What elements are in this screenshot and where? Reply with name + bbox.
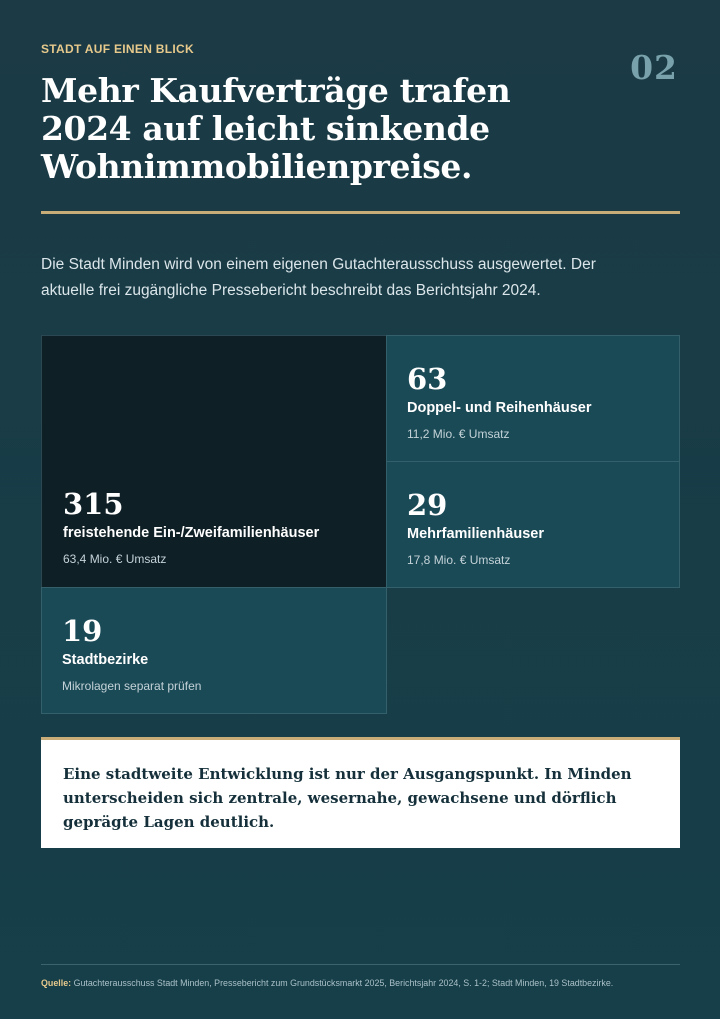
stat-tile-content (62, 615, 201, 693)
stat-subtext: Mikrolagen separat prüfen (62, 679, 202, 693)
stat-subtext: 11,2 Mio. € Umsatz (407, 427, 510, 441)
stat-value: 63 (407, 362, 448, 396)
stat-label: Doppel- und Reihenhäuser (407, 400, 592, 416)
page-title: Mehr Kaufverträge trafen 2024 auf leicht sinkende Wohnimmobilienpreise. (41, 71, 511, 186)
stat-tile-districts (41, 587, 387, 714)
intro-paragraph: Die Stadt Minden wird von einem eigenen Gutachterausschuss ausgewertet. Der aktuelle frei zugängliche Pressebericht beschreibt das Berichtsjahr 2024. (41, 255, 596, 299)
footer-divider (41, 964, 680, 965)
stat-tile-multi-family (386, 461, 680, 588)
stat-subtext: 63,4 Mio. € Umsatz (63, 552, 167, 566)
stat-label: Mehrfamilienhäuser (407, 526, 544, 542)
callout-text: Eine stadtweite Entwicklung ist nur der Ausgangspunkt. In Minden unterscheiden sich zentrale, wesernahe, gewachsene und dörflich geprägte Lagen deutlich. (63, 765, 632, 831)
stat-tile-detached-houses (41, 335, 387, 588)
stat-tile-content (407, 363, 592, 441)
stat-label: freistehende Ein-/Zweifamilienhäuser (63, 525, 320, 541)
page-number: 02 (630, 48, 678, 87)
stat-tile-content (63, 488, 319, 566)
source-footer (41, 978, 681, 988)
stat-tile-semi-detached (386, 335, 680, 462)
callout-box (41, 737, 680, 848)
source-text: Gutachterausschuss Stadt Minden, Pressebericht zum Grundstücksmarkt 2025, Berichtsjahr 2024, S. 1-2; Stadt Minden, 19 Stadtbezirke. (73, 978, 614, 988)
title-divider (41, 211, 680, 214)
stat-label: Stadtbezirke (62, 652, 149, 668)
eyebrow-label: STADT AUF EINEN BLICK (41, 42, 194, 56)
stat-subtext: 17,8 Mio. € Umsatz (407, 553, 511, 567)
stat-value: 29 (407, 488, 448, 522)
source-label: Quelle: (41, 978, 72, 988)
stat-value: 19 (62, 614, 103, 648)
stat-tile-content (407, 489, 544, 567)
stat-value: 315 (63, 487, 124, 521)
